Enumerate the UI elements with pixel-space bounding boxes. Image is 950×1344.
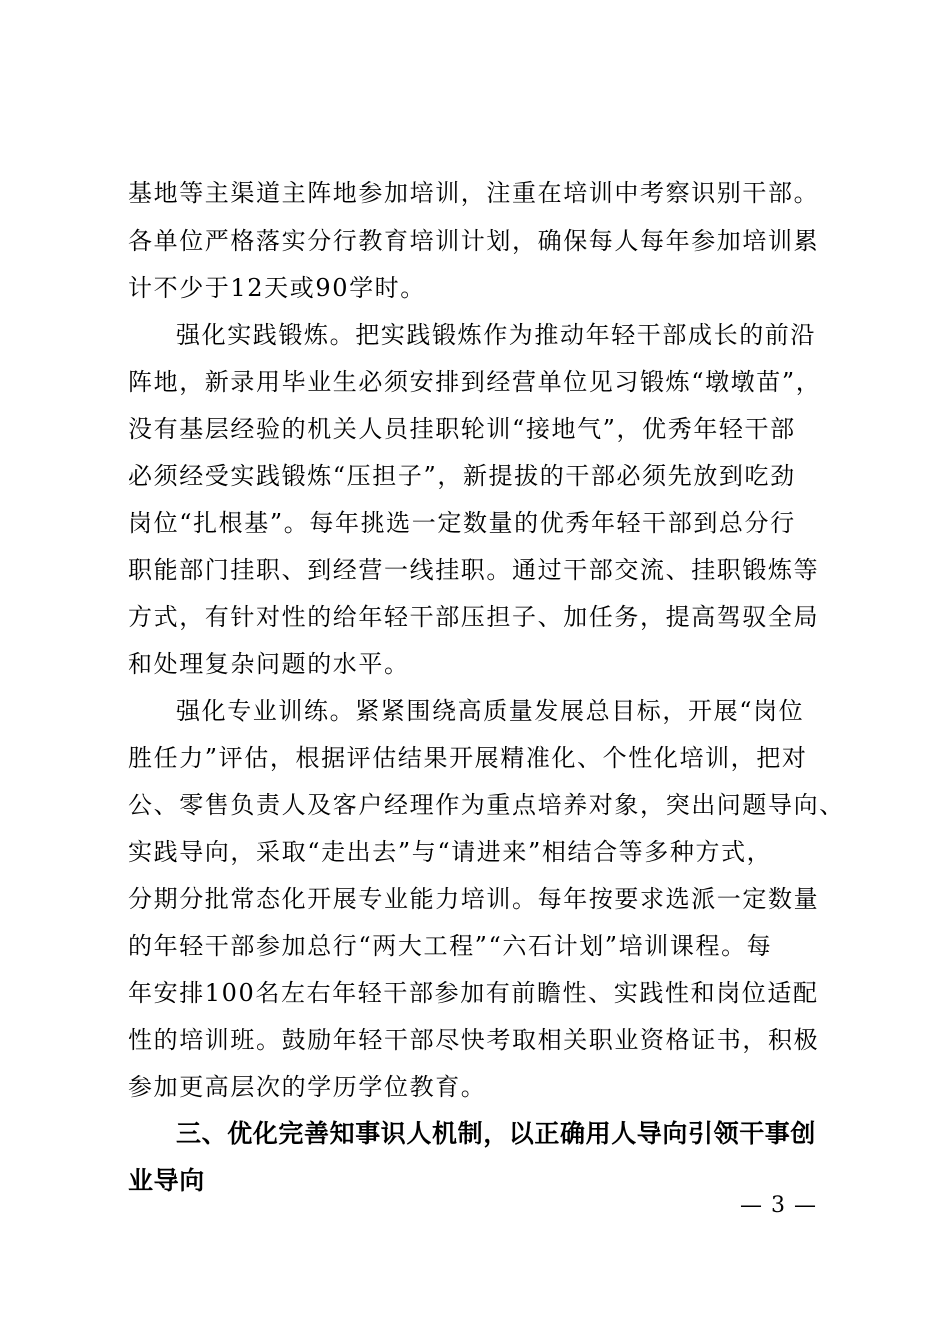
body-line: 阵地，新录用毕业生必须安排到经营单位见习锻炼“墩墩苗”， (128, 368, 822, 396)
body-line: 性的培训班。鼓励年轻干部尽快考取相关职业资格证书，积极 (128, 1026, 820, 1054)
body-line: 必须经受实践锻炼“压担子”，新提拔的干部必须先放到吃劲 (128, 462, 796, 490)
paragraph-first-line: 强化实践锻炼。把实践锻炼作为推动年轻干部成长的前沿 (176, 321, 816, 349)
body-line: 计不少于12天或90学时。 (128, 274, 426, 302)
body-line: 没有基层经验的机关人员挂职轮训“接地气”，优秀年轻干部 (128, 415, 796, 443)
body-line: 分期分批常态化开展专业能力培训。每年按要求选派一定数量 (128, 885, 820, 913)
body-line: 的年轻干部参加总行“两大工程”“六石计划”培训课程。每 (128, 932, 773, 960)
body-line: 胜任力”评估，根据评估结果开展精准化、个性化培训，把对 (128, 744, 808, 772)
body-line: 年安排100名左右年轻干部参加有前瞻性、实践性和岗位适配 (128, 979, 819, 1007)
section-heading: 三、优化完善知事识人机制，以正确用人导向引领干事创 (176, 1119, 817, 1148)
body-line: 各单位严格落实分行教育培训计划，确保每人每年参加培训累 (128, 227, 820, 255)
body-line: 实践导向，采取“走出去”与“请进来”相结合等多种方式， (128, 838, 773, 866)
body-line: 基地等主渠道主阵地参加培训，注重在培训中考察识别干部。 (128, 179, 820, 207)
paragraph-first-line: 强化专业训练。紧紧围绕高质量发展总目标，开展“岗位 (176, 697, 805, 725)
body-line: 和处理复杂问题的水平。 (128, 650, 410, 678)
body-line: 公、零售负责人及客户经理作为重点培养对象，突出问题导向、 (128, 791, 845, 819)
body-line: 参加更高层次的学历学位教育。 (128, 1073, 487, 1101)
section-heading-continued: 业导向 (128, 1166, 205, 1195)
page-number: — 3 — (740, 1193, 817, 1218)
body-line: 职能部门挂职、到经营一线挂职。通过干部交流、挂职锻炼等 (128, 556, 820, 584)
body-line: 岗位“扎根基”。每年挑选一定数量的优秀年轻干部到总分行 (128, 509, 796, 537)
body-line: 方式，有针对性的给年轻干部压担子、加任务，提高驾驭全局 (128, 603, 820, 631)
